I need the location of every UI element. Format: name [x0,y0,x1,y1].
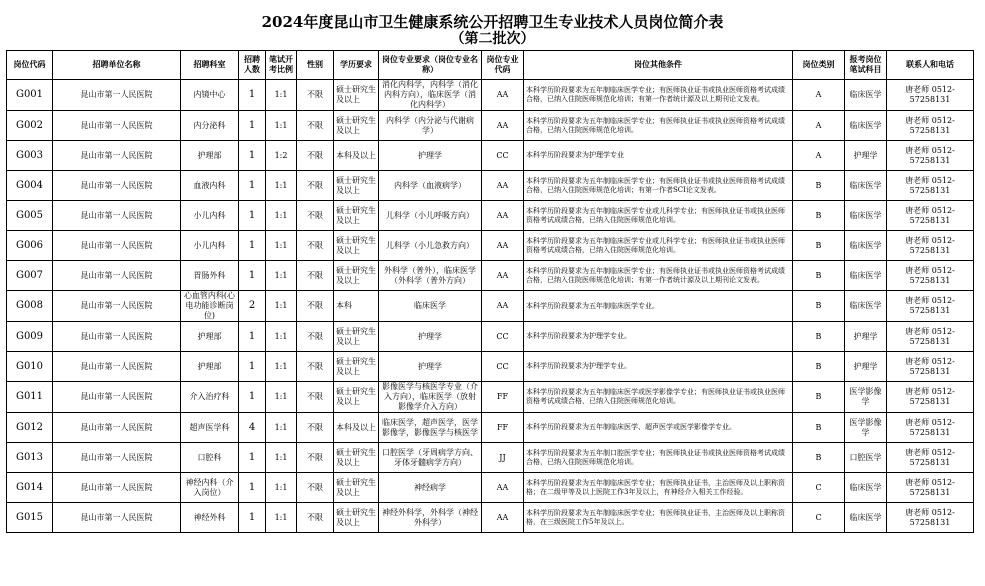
major-code-cell: AA [482,171,524,201]
major-code-cell: JJ [482,443,524,473]
edu-cell: 硕士研究生及以上 [334,443,379,473]
conditions-cell: 本科学历阶段要求为护理学专业。 [524,352,793,382]
table-row [7,413,974,443]
table-row [7,111,974,141]
contact-cell: 唐老师 0512-57258131 [887,413,974,443]
category-cell: B [793,352,845,382]
sex-cell: 不限 [297,382,334,413]
table-row [7,503,974,533]
col-header-subject: 报考岗位笔试科目 [845,51,887,80]
subject-cell: 临床医学 [845,201,887,231]
subject-cell: 医学影像学 [845,413,887,443]
dept-cell: 神经外科 [181,503,239,533]
col-header-num: 招聘人数 [239,51,266,80]
edu-cell: 硕士研究生及以上 [334,231,379,261]
major-code-cell: AA [482,111,524,141]
num-cell: 1 [239,352,266,382]
contact-cell: 唐老师 0512-57258131 [887,322,974,352]
dept-cell: 护理部 [181,352,239,382]
conditions-cell: 本科学历阶段要求为护理学专业 [524,141,793,171]
sex-cell: 不限 [297,111,334,141]
edu-cell: 硕士研究生及以上 [334,503,379,533]
unit-cell: 昆山市第一人民医院 [53,231,181,261]
contact-cell: 唐老师 0512-57258131 [887,141,974,171]
category-cell: B [793,261,845,291]
unit-cell: 昆山市第一人民医院 [53,413,181,443]
conditions-cell: 本科学历阶段要求为五年制临床医学专业；有医师执业证书或执业医师资格考试成绩合格，已纳入住院医师规范化培训；有第一作者SCI论文发表。 [524,171,793,201]
conditions-cell: 本科学历阶段要求为五年制临床医学专业；有医师执业证书，主治医师及以上职称资格；在二级甲等及以上医院工作3年及以上，有神经介入相关工作经验。 [524,473,793,503]
conditions-cell: 本科学历阶段要求为五年制临床医学专业或儿科学专业；有医师执业证书或执业医师资格考试成绩合格，已纳入住院医师规范化培训。 [524,231,793,261]
num-cell: 1 [239,201,266,231]
ratio-cell: 1:1 [266,231,297,261]
ratio-cell: 1:1 [266,261,297,291]
category-cell: B [793,231,845,261]
num-cell: 2 [239,291,266,322]
table-row [7,141,974,171]
code-cell: G015 [7,503,53,533]
major-code-cell: AA [482,261,524,291]
sex-cell: 不限 [297,413,334,443]
category-cell: A [793,80,845,111]
unit-cell: 昆山市第一人民医院 [53,171,181,201]
code-cell: G008 [7,291,53,322]
code-cell: G010 [7,352,53,382]
major-code-cell: CC [482,322,524,352]
dept-cell: 血液内科 [181,171,239,201]
ratio-cell: 1:2 [266,141,297,171]
contact-cell: 唐老师 0512-57258131 [887,352,974,382]
table-row [7,352,974,382]
subject-cell: 临床医学 [845,291,887,322]
category-cell: B [793,201,845,231]
col-header-category: 岗位类别 [793,51,845,80]
col-header-contact: 联系人和电话 [887,51,974,80]
dept-cell: 介入治疗科 [181,382,239,413]
num-cell: 1 [239,382,266,413]
major-code-cell: AA [482,80,524,111]
ratio-cell: 1:1 [266,382,297,413]
major-code-cell: AA [482,201,524,231]
major-cell: 护理学 [379,141,482,171]
table-row [7,261,974,291]
major-code-cell: AA [482,231,524,261]
subject-cell: 护理学 [845,141,887,171]
ratio-cell: 1:1 [266,171,297,201]
num-cell: 1 [239,473,266,503]
edu-cell: 硕士研究生及以上 [334,171,379,201]
contact-cell: 唐老师 0512-57258131 [887,473,974,503]
page-title: 2024年度昆山市卫生健康系统公开招聘卫生专业技术人员岗位简介表 [261,13,724,31]
subject-cell: 临床医学 [845,473,887,503]
category-cell: C [793,473,845,503]
code-cell: G002 [7,111,53,141]
sex-cell: 不限 [297,261,334,291]
major-code-cell: FF [482,382,524,413]
table-row [7,382,974,413]
unit-cell: 昆山市第一人民医院 [53,80,181,111]
subject-cell: 护理学 [845,322,887,352]
dept-cell: 内分泌科 [181,111,239,141]
code-cell: G005 [7,201,53,231]
major-code-cell: FF [482,413,524,443]
major-cell: 内科学（内分泌与代谢病学） [379,111,482,141]
table-row [7,291,974,322]
num-cell: 1 [239,171,266,201]
subject-cell: 临床医学 [845,171,887,201]
contact-cell: 唐老师 0512-57258131 [887,231,974,261]
conditions-cell: 本科学历阶段要求为五年制临床医学或医学影像学专业；有医师执业证书或执业医师资格考试成绩合格，已纳入住院医师规范化培训。 [524,382,793,413]
subject-cell: 口腔医学 [845,443,887,473]
contact-cell: 唐老师 0512-57258131 [887,261,974,291]
col-header-edu: 学历要求 [334,51,379,80]
num-cell: 1 [239,231,266,261]
unit-cell: 昆山市第一人民医院 [53,291,181,322]
sex-cell: 不限 [297,80,334,111]
major-code-cell: AA [482,503,524,533]
position-table [6,50,974,533]
ratio-cell: 1:1 [266,352,297,382]
num-cell: 1 [239,261,266,291]
major-cell: 护理学 [379,352,482,382]
dept-cell: 口腔科 [181,443,239,473]
col-header-dept: 招聘科室 [181,51,239,80]
unit-cell: 昆山市第一人民医院 [53,473,181,503]
ratio-cell: 1:1 [266,201,297,231]
sex-cell: 不限 [297,352,334,382]
table-row [7,231,974,261]
dept-cell: 小儿内科 [181,231,239,261]
major-cell: 护理学 [379,322,482,352]
dept-cell: 胃肠外科 [181,261,239,291]
code-cell: G006 [7,231,53,261]
subject-cell: 临床医学 [845,231,887,261]
major-code-cell: CC [482,352,524,382]
page-subtitle: （第二批次） [450,31,535,47]
num-cell: 1 [239,141,266,171]
col-header-sex: 性别 [297,51,334,80]
contact-cell: 唐老师 0512-57258131 [887,382,974,413]
major-cell: 外科学（普外），临床医学（外科学（普外方向） [379,261,482,291]
dept-cell: 护理部 [181,141,239,171]
major-cell: 影像医学与核医学专业（介入方向），临床医学（放射影像学介入方向） [379,382,482,413]
edu-cell: 本科及以上 [334,141,379,171]
unit-cell: 昆山市第一人民医院 [53,352,181,382]
dept-cell: 心血管内科(心电功能诊断岗位) [181,291,239,322]
contact-cell: 唐老师 0512-57258131 [887,443,974,473]
dept-cell: 小儿内科 [181,201,239,231]
edu-cell: 硕士研究生及以上 [334,201,379,231]
code-cell: G011 [7,382,53,413]
table-row [7,322,974,352]
table-row [7,171,974,201]
ratio-cell: 1:1 [266,322,297,352]
major-code-cell: AA [482,473,524,503]
table-row [7,80,974,111]
sex-cell: 不限 [297,141,334,171]
major-cell: 临床医学 [379,291,482,322]
conditions-cell: 本科学历阶段要求为五年制临床医学专业或儿科学专业；有医师执业证书或执业医师资格考试成绩合格，已纳入住院医师规范化培训。 [524,201,793,231]
major-cell: 儿科学（小儿呼吸方向） [379,201,482,231]
num-cell: 1 [239,111,266,141]
category-cell: B [793,171,845,201]
ratio-cell: 1:1 [266,291,297,322]
major-cell: 神经外科学，外科学（神经外科学） [379,503,482,533]
major-code-cell: CC [482,141,524,171]
ratio-cell: 1:1 [266,473,297,503]
num-cell: 4 [239,413,266,443]
conditions-cell: 本科学历阶段要求为五年制临床医学、超声医学或医学影像学专业。 [524,413,793,443]
table-row [7,443,974,473]
category-cell: B [793,382,845,413]
sex-cell: 不限 [297,473,334,503]
edu-cell: 硕士研究生及以上 [334,111,379,141]
category-cell: B [793,413,845,443]
code-cell: G003 [7,141,53,171]
code-cell: G004 [7,171,53,201]
conditions-cell: 本科学历阶段要求为五年制临床医学专业；有医师执业证书或执业医师资格考试成绩合格，已纳入住院医师规范化培训；有第一作者统计源及以上期刊论文发表。 [524,261,793,291]
edu-cell: 硕士研究生及以上 [334,322,379,352]
dept-cell: 内镜中心 [181,80,239,111]
unit-cell: 昆山市第一人民医院 [53,322,181,352]
sex-cell: 不限 [297,201,334,231]
major-cell: 儿科学（小儿急救方向） [379,231,482,261]
major-cell: 消化内科学，内科学（消化内科方向），临床医学（消化内科学） [379,80,482,111]
edu-cell: 本科 [334,291,379,322]
contact-cell: 唐老师 0512-57258131 [887,111,974,141]
contact-cell: 唐老师 0512-57258131 [887,201,974,231]
contact-cell: 唐老师 0512-57258131 [887,503,974,533]
conditions-cell: 本科学历阶段要求为五年制临床医学专业；有医师执业证书或执业医师资格考试成绩合格，已纳入住院医师规范化培训。 [524,111,793,141]
major-cell: 神经病学 [379,473,482,503]
sex-cell: 不限 [297,231,334,261]
edu-cell: 硕士研究生及以上 [334,382,379,413]
sex-cell: 不限 [297,291,334,322]
conditions-cell: 本科学历阶段要求为五年制临床医学专业；有医师执业证书，主治医师及以上职称资格，在三级医院工作5年及以上。 [524,503,793,533]
contact-cell: 唐老师 0512-57258131 [887,80,974,111]
num-cell: 1 [239,80,266,111]
category-cell: B [793,443,845,473]
contact-cell: 唐老师 0512-57258131 [887,291,974,322]
num-cell: 1 [239,503,266,533]
major-cell: 临床医学，超声医学，医学影像学，影像医学与核医学 [379,413,482,443]
sex-cell: 不限 [297,171,334,201]
category-cell: A [793,111,845,141]
unit-cell: 昆山市第一人民医院 [53,201,181,231]
edu-cell: 硕士研究生及以上 [334,261,379,291]
code-cell: G012 [7,413,53,443]
subject-cell: 临床医学 [845,111,887,141]
edu-cell: 硕士研究生及以上 [334,352,379,382]
major-cell: 口腔医学（牙周病学方向、牙体牙髓病学方向） [379,443,482,473]
unit-cell: 昆山市第一人民医院 [53,111,181,141]
code-cell: G007 [7,261,53,291]
unit-cell: 昆山市第一人民医院 [53,443,181,473]
dept-cell: 神经内科（介入岗位） [181,473,239,503]
unit-cell: 昆山市第一人民医院 [53,382,181,413]
category-cell: A [793,141,845,171]
category-cell: C [793,503,845,533]
code-cell: G014 [7,473,53,503]
major-cell: 内科学（血液病学） [379,171,482,201]
table-row [7,201,974,231]
category-cell: B [793,291,845,322]
col-header-ratio: 笔试开考比例 [266,51,297,80]
col-header-conditions: 岗位其他条件 [524,51,793,80]
subject-cell: 护理学 [845,352,887,382]
edu-cell: 本科及以上 [334,413,379,443]
unit-cell: 昆山市第一人民医院 [53,141,181,171]
num-cell: 1 [239,322,266,352]
code-cell: G001 [7,80,53,111]
unit-cell: 昆山市第一人民医院 [53,261,181,291]
edu-cell: 硕士研究生及以上 [334,80,379,111]
subject-cell: 医学影像学 [845,382,887,413]
col-header-major-code: 岗位专业代码 [482,51,524,80]
ratio-cell: 1:1 [266,413,297,443]
sex-cell: 不限 [297,503,334,533]
subject-cell: 临床医学 [845,80,887,111]
conditions-cell: 本科学历阶段要求为五年制口腔医学专业；有医师执业证书或执业医师资格考试成绩合格，已纳入住院医师规范化培训。 [524,443,793,473]
col-header-code: 岗位代码 [7,51,53,80]
unit-cell: 昆山市第一人民医院 [53,503,181,533]
col-header-unit: 招聘单位名称 [53,51,181,80]
code-cell: G013 [7,443,53,473]
table-row [7,473,974,503]
num-cell: 1 [239,443,266,473]
conditions-cell: 本科学历阶段要求为五年制临床医学专业。 [524,291,793,322]
dept-cell: 护理部 [181,322,239,352]
sex-cell: 不限 [297,443,334,473]
ratio-cell: 1:1 [266,503,297,533]
conditions-cell: 本科学历阶段要求为五年制临床医学专业；有医师执业证书或执业医师资格考试成绩合格，已纳入住院医师规范化培训；有第一作者统计源及以上期刊论文发表。 [524,80,793,111]
edu-cell: 硕士研究生及以上 [334,473,379,503]
ratio-cell: 1:1 [266,443,297,473]
sex-cell: 不限 [297,322,334,352]
ratio-cell: 1:1 [266,111,297,141]
col-header-major: 岗位专业要求（岗位专业名称） [379,51,482,80]
ratio-cell: 1:1 [266,80,297,111]
contact-cell: 唐老师 0512-57258131 [887,171,974,201]
code-cell: G009 [7,322,53,352]
header-row [7,51,974,80]
subject-cell: 临床医学 [845,261,887,291]
category-cell: B [793,322,845,352]
subject-cell: 临床医学 [845,503,887,533]
conditions-cell: 本科学历阶段要求为护理学专业。 [524,322,793,352]
major-code-cell: AA [482,291,524,322]
dept-cell: 超声医学科 [181,413,239,443]
